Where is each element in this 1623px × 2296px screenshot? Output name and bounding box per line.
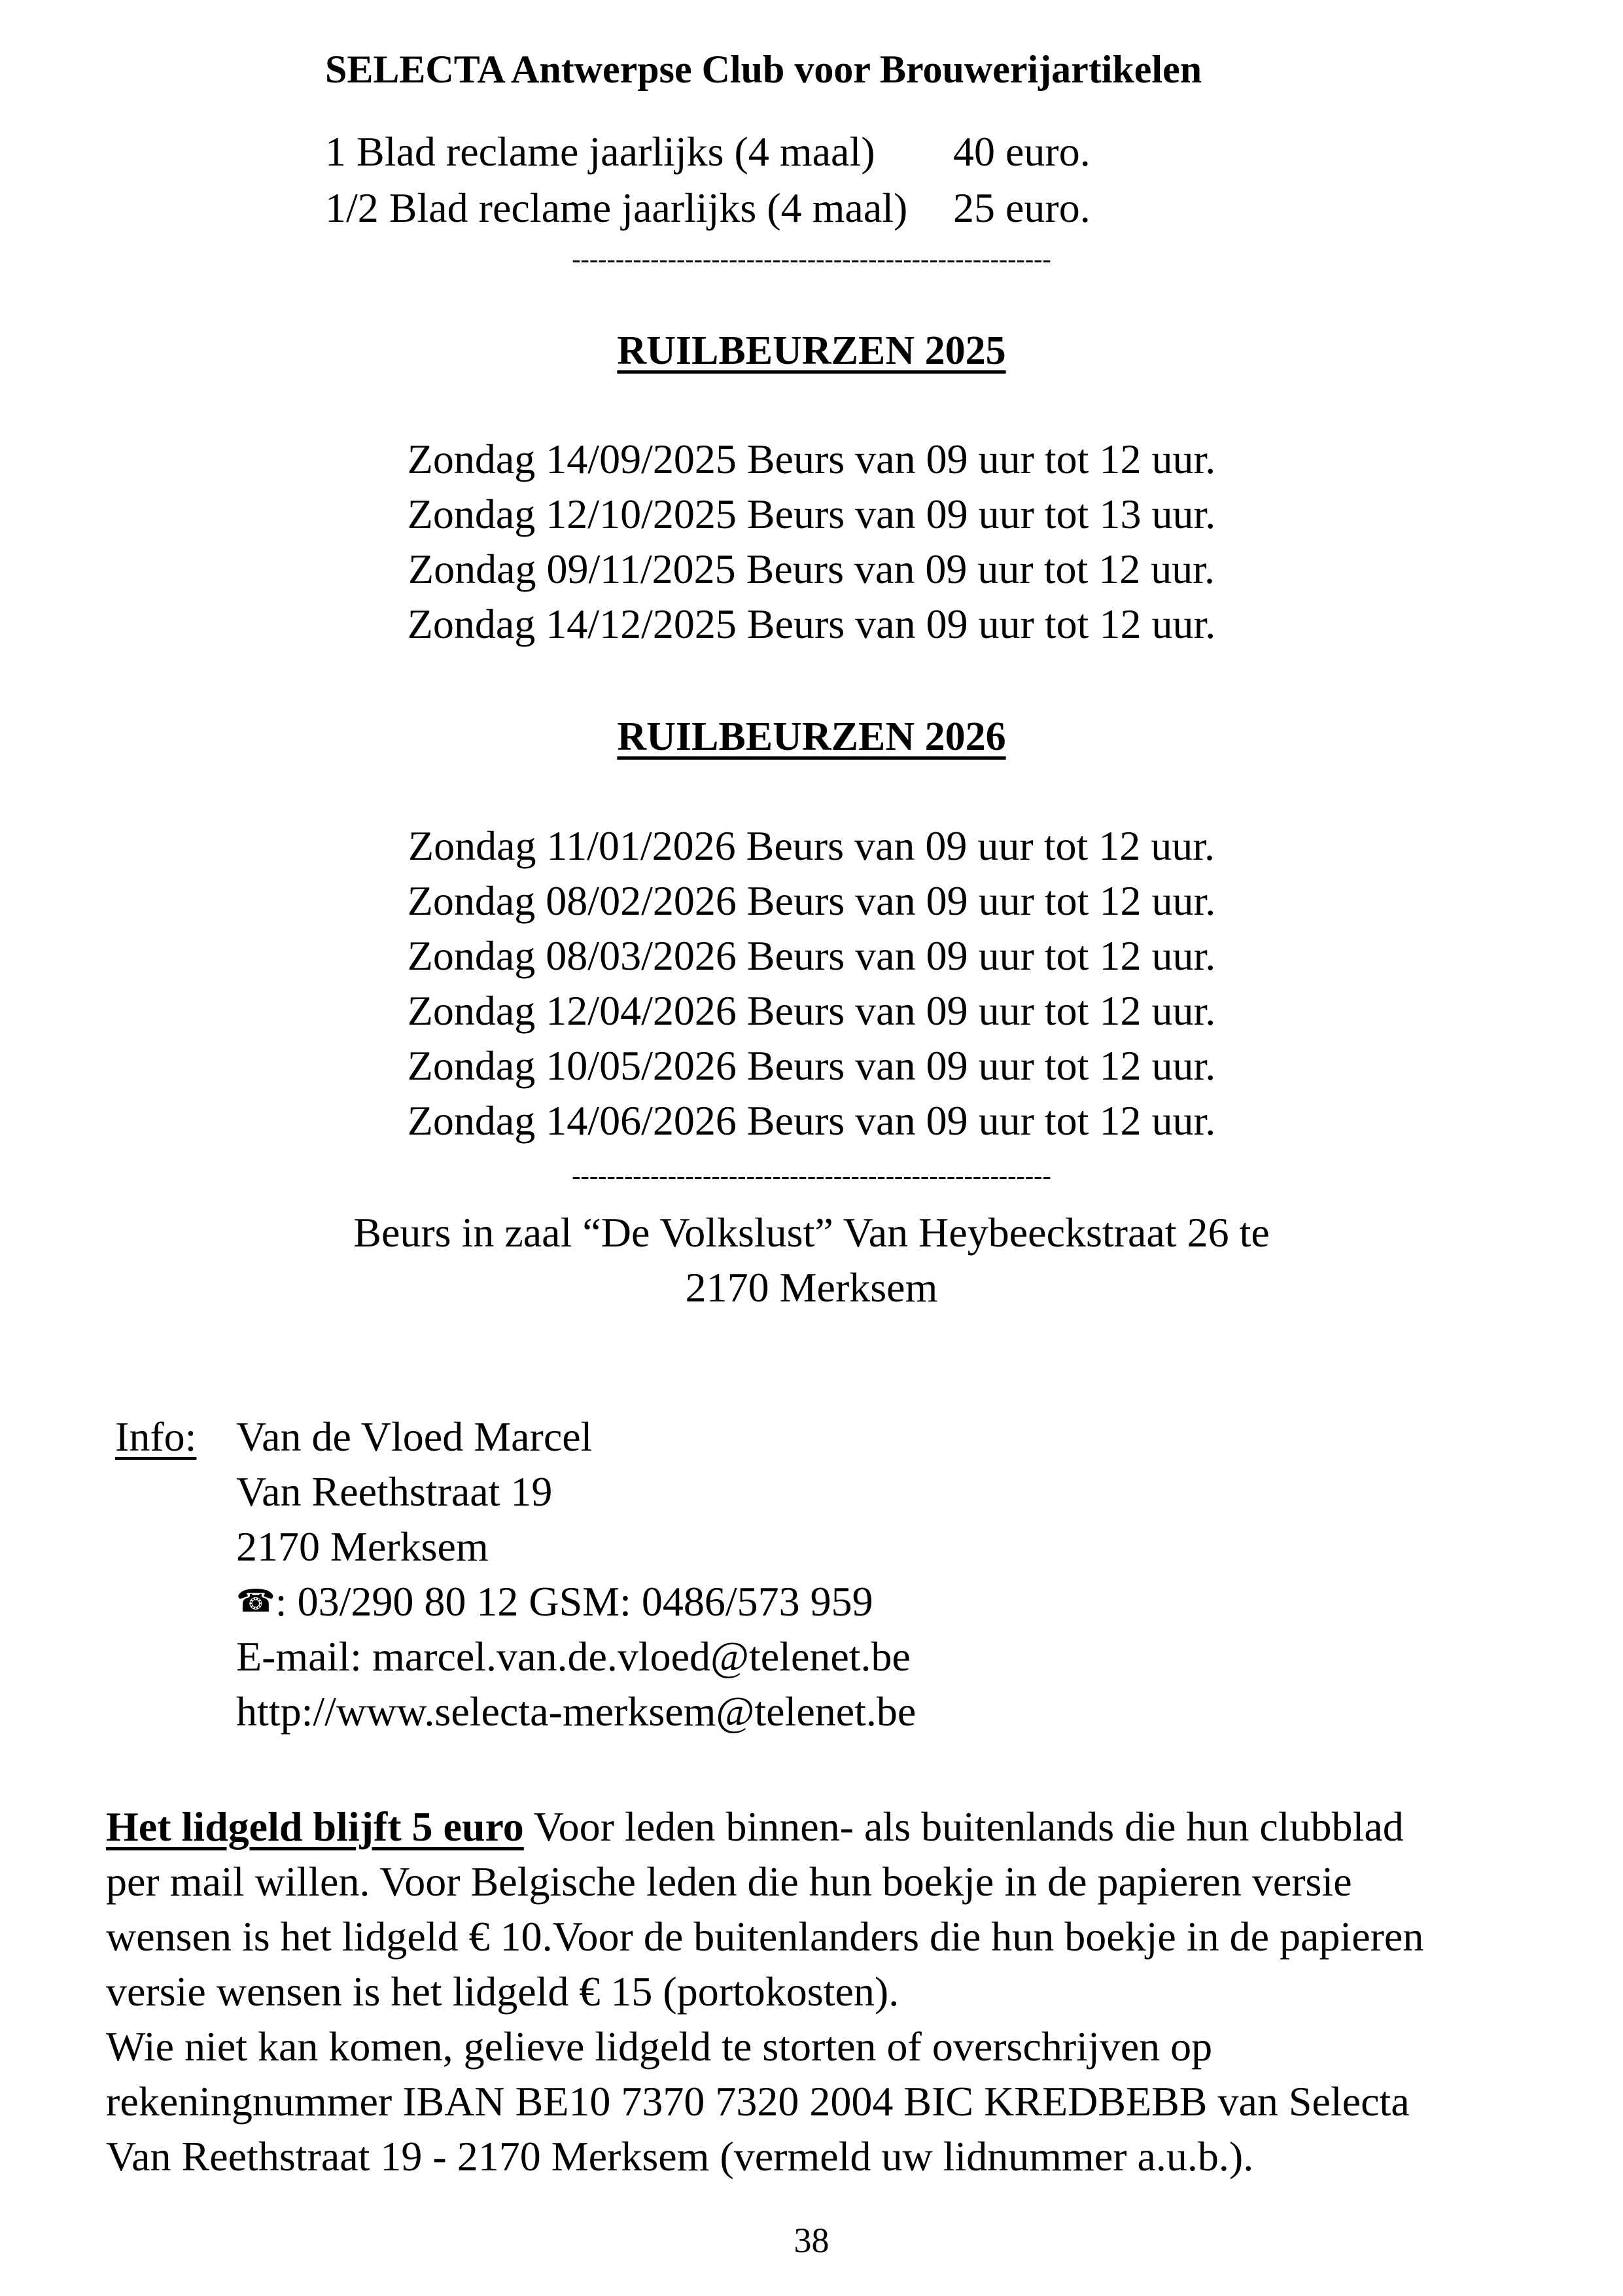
ad-rate-label: 1/2 Blad reclame jaarlijks (4 maal) — [325, 185, 908, 231]
ad-rate-label: 1 Blad reclame jaarlijks (4 maal) — [325, 128, 875, 175]
contact-phone — [236, 1578, 873, 1625]
contact-street: Van Reethstraat 19 — [236, 1468, 553, 1515]
membership-line — [106, 1803, 1404, 1850]
membership-line: per mail willen. Voor Belgische leden die hun boekje in de papieren versie — [106, 1858, 1352, 1905]
fair-date-2026: Zondag 08/03/2026 Beurs van 09 uur tot 12 uur. — [407, 932, 1216, 979]
membership-line: Van Reethstraat 19 - 2170 Merksem (vermeld uw lidnummer a.u.b.). — [106, 2133, 1254, 2180]
contact-city: 2170 Merksem — [236, 1523, 489, 1570]
ad-rate-price: 25 euro. — [953, 185, 1091, 231]
ad-rate-half-page — [325, 185, 1091, 232]
separator-top: ------------------------------------------------------- — [572, 244, 1051, 274]
fair-date-2026: Zondag 10/05/2026 Beurs van 09 uur tot 12 uur. — [407, 1042, 1216, 1089]
club-title: SELECTA Antwerpse Club voor Brouwerijartikelen — [325, 48, 1202, 91]
fair-date-2026: Zondag 12/04/2026 Beurs van 09 uur tot 12 uur. — [407, 987, 1216, 1034]
fair-date-2025: Zondag 09/11/2025 Beurs van 09 uur tot 12 uur. — [408, 546, 1215, 592]
fair-date-2026: Zondag 14/06/2026 Beurs van 09 uur tot 12 uur. — [407, 1097, 1216, 1144]
fair-date-2025: Zondag 14/09/2025 Beurs van 09 uur tot 12 uur. — [407, 436, 1216, 482]
membership-line: wensen is het lidgeld € 10.Voor de buitenlanders die hun boekje in de papieren — [106, 1913, 1424, 1960]
fair-date-2025: Zondag 12/10/2025 Beurs van 09 uur tot 13 uur. — [407, 491, 1216, 537]
membership-line: versie wensen is het lidgeld € 15 (portokosten). — [106, 1968, 899, 2015]
fair-date-2026: Zondag 11/01/2026 Beurs van 09 uur tot 12 uur. — [408, 822, 1215, 869]
info-header-row — [115, 1413, 592, 1460]
membership-line: rekeningnummer IBAN BE10 7370 7320 2004 BIC KREDBEBB van Selecta — [106, 2078, 1410, 2125]
page-number: 38 — [794, 2221, 829, 2260]
contact-email[interactable]: E-mail: marcel.van.de.vloed@telenet.be — [236, 1633, 911, 1680]
contact-website[interactable]: http://www.selecta-merksem@telenet.be — [236, 1688, 916, 1735]
ad-rate-full-page — [325, 128, 1091, 175]
contact-phone-numbers: : 03/290 80 12 GSM: 0486/573 959 — [275, 1578, 873, 1625]
heading-ruilbeurzen-2025: RUILBEURZEN 2025 — [617, 328, 1006, 373]
telephone-icon: ☎ — [236, 1584, 275, 1619]
venue-address-line2: 2170 Merksem — [685, 1264, 938, 1311]
venue-address-line1: Beurs in zaal “De Volkslust” Van Heybeeckstraat 26 te — [353, 1209, 1270, 1256]
ad-rate-price: 40 euro. — [953, 128, 1091, 175]
info-label: Info: — [115, 1413, 197, 1460]
separator-bottom: ------------------------------------------------------- — [572, 1161, 1051, 1190]
contact-name: Van de Vloed Marcel — [236, 1413, 593, 1460]
heading-ruilbeurzen-2026: RUILBEURZEN 2026 — [617, 715, 1006, 759]
fair-date-2025: Zondag 14/12/2025 Beurs van 09 uur tot 12 uur. — [407, 601, 1216, 647]
membership-text: Voor leden binnen- als buitenlands die hun clubblad — [523, 1803, 1404, 1850]
membership-fee-lead: Het lidgeld blijft 5 euro — [106, 1803, 524, 1850]
fair-date-2026: Zondag 08/02/2026 Beurs van 09 uur tot 12 uur. — [407, 877, 1216, 924]
membership-line: Wie niet kan komen, gelieve lidgeld te storten of overschrijven op — [106, 2023, 1213, 2070]
